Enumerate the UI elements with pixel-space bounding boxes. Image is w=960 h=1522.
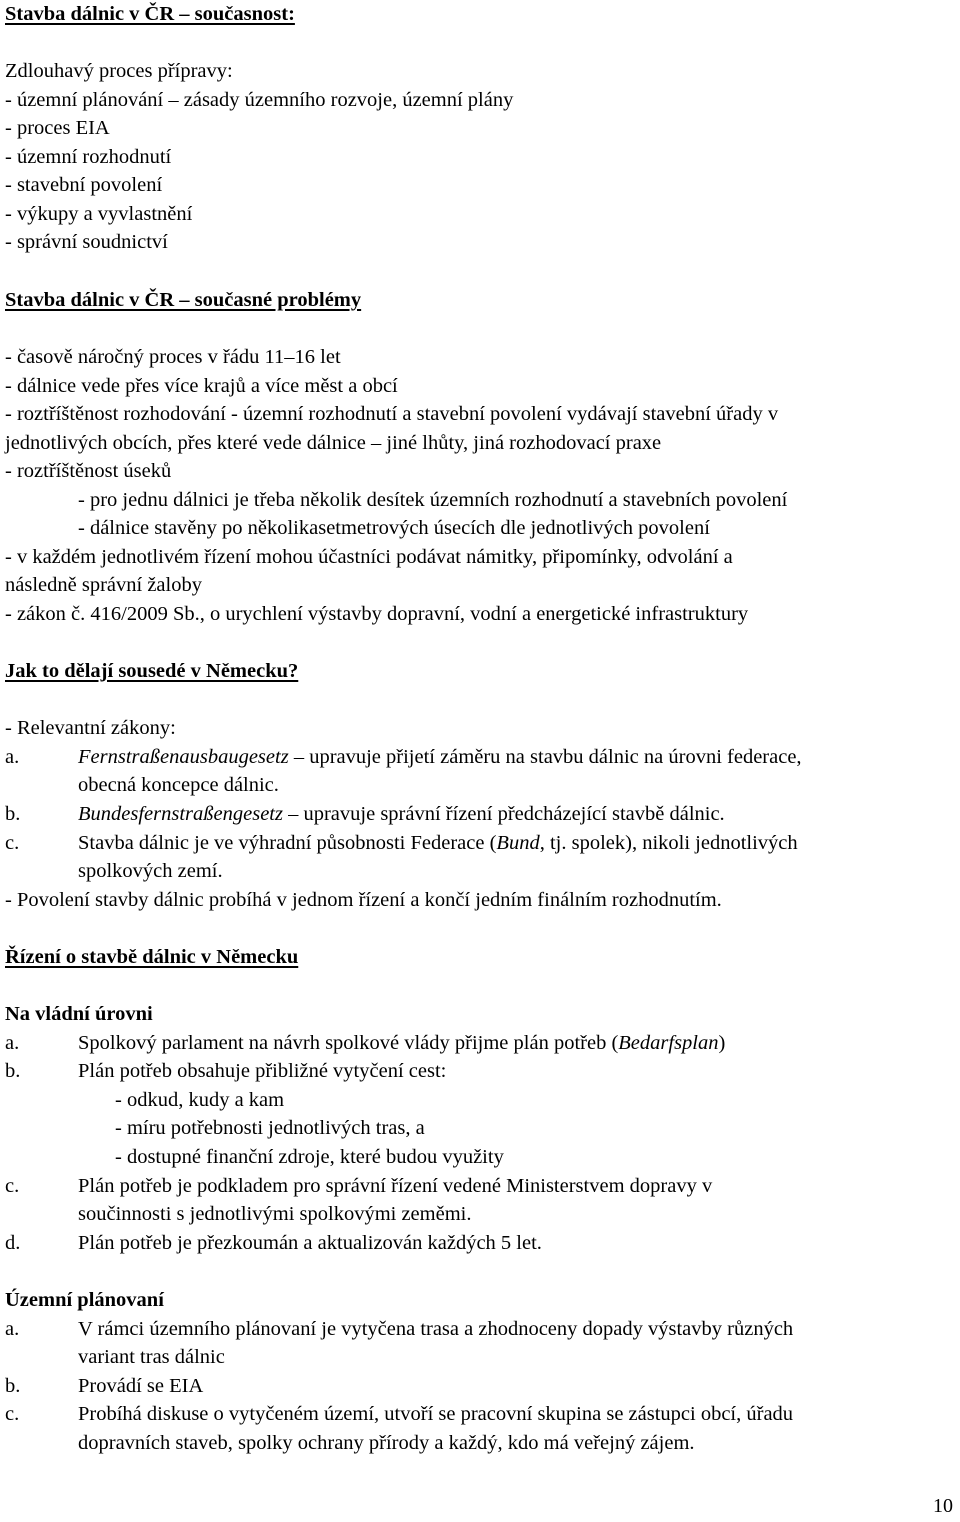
list-marker: b.	[5, 1060, 21, 1082]
list-item: - územní plánování – zásady územního rozvoje, územní plány	[5, 89, 514, 111]
list-marker: c.	[5, 1403, 20, 1425]
law-number: - zákon č. 416/2009 Sb.	[5, 603, 200, 625]
item-text: Spolkový parlament na návrh spolkové vlády přijme plán potřeb (	[78, 1032, 619, 1054]
list-item: - územní rozhodnutí	[5, 146, 172, 168]
heading-current-state: Stavba dálnic v ČR – současnost:	[5, 3, 295, 25]
list-marker: c.	[5, 832, 20, 854]
law-reference	[5, 600, 748, 628]
law-title: , o urychlení výstavby dopravní, vodní a energetické infrastruktury	[199, 603, 749, 625]
item-text: Plán potřeb obsahuje přibližné vytyčení cest:	[78, 1060, 447, 1082]
subheading-spatial-planning: Územní plánovaní	[5, 1289, 164, 1311]
heading-procedure: Řízení o stavbě dálnic v Německu	[5, 946, 299, 968]
item-text: Plán potřeb je podkladem pro správní řízení vedené Ministerstvem dopravy v	[78, 1175, 713, 1197]
problem-line: - časově náročný proces v řádu 11–16 let	[5, 346, 341, 368]
sub-item: - dostupné finanční zdroje, které budou využity	[115, 1146, 504, 1168]
heading-germany: Jak to dělají sousedé v Německu?	[5, 660, 299, 682]
item-text: Stavba dálnic je ve výhradní působnosti Federace (	[78, 832, 497, 854]
problem-line: - roztříštěnost úseků	[5, 460, 172, 482]
laws-intro: - Relevantní zákony:	[5, 717, 176, 739]
list-item: - stavební povolení	[5, 174, 163, 196]
item-text: , tj. spolek), nikoli jednotlivých	[539, 832, 798, 854]
list-item: - výkupy a vyvlastnění	[5, 203, 193, 225]
plan-item-a-continued: variant tras dálnic	[78, 1346, 225, 1368]
list-item: - proces EIA	[5, 117, 110, 139]
item-text: Provádí se EIA	[78, 1375, 204, 1397]
plan-item-c-continued: dopravních staveb, spolky ochrany přírody a každý, kdo má veřejný zájem.	[78, 1432, 695, 1454]
list-item: - správní soudnictví	[5, 231, 168, 253]
heading-current-problems: Stavba dálnic v ČR – současné problémy	[5, 289, 362, 311]
law-item-c-continued: spolkových zemí.	[78, 860, 223, 882]
item-text: V rámci územního plánovaní je vytyčena trasa a zhodnoceny dopady výstavby různých	[78, 1318, 794, 1340]
list-marker: c.	[5, 1175, 20, 1197]
law-description: – upravuje přijetí záměru na stavbu dálnic na úrovni federace,	[288, 746, 802, 768]
sub-item: - míru potřebnosti jednotlivých tras, a	[115, 1117, 425, 1139]
item-italic: Bund	[496, 832, 540, 854]
item-italic: Bedarfsplan	[618, 1032, 719, 1054]
sub-item: - odkud, kudy a kam	[115, 1089, 285, 1111]
list-marker: d.	[5, 1232, 21, 1254]
law-name: Fernstraßenausbaugesetz	[78, 746, 289, 768]
law-description: – upravuje správní řízení předcházející stavbě dálnic.	[282, 803, 725, 825]
problem-subline: - dálnice stavěny po několikasetmetrových úsecích dle jednotlivých povolení	[78, 517, 710, 539]
gov-item-c-continued: součinnosti s jednotlivými spolkovými zeměmi.	[78, 1203, 472, 1225]
subheading-government-level: Na vládní úrovni	[5, 1003, 153, 1025]
list-marker: a.	[5, 1318, 20, 1340]
problem-line: - v každém jednotlivém řízení mohou účastníci podávat námitky, připomínky, odvolání a	[5, 546, 733, 568]
list-marker: a.	[5, 746, 20, 768]
law-item-a-continued: obecná koncepce dálnic.	[78, 774, 279, 796]
item-text: )	[718, 1032, 726, 1054]
problem-line: - roztříštěnost rozhodování - územní rozhodnutí a stavební povolení vydávají stavební úřady v	[5, 403, 779, 425]
permit-summary: - Povolení stavby dálnic probíhá v jednom řízení a končí jedním finálním rozhodnutím.	[5, 889, 722, 911]
page-number: 10	[933, 1495, 953, 1517]
intro-preparation: Zdlouhavý proces přípravy:	[5, 60, 233, 82]
list-marker: b.	[5, 803, 21, 825]
list-marker: b.	[5, 1375, 21, 1397]
item-text: Plán potřeb je přezkoumán a aktualizován každých 5 let.	[78, 1232, 542, 1254]
problem-line: - dálnice vede přes více krajů a více měst a obcí	[5, 375, 398, 397]
law-name: Bundesfernstraßengesetz	[78, 803, 283, 825]
list-marker: a.	[5, 1032, 20, 1054]
problem-subline: - pro jednu dálnici je třeba několik desítek územních rozhodnutí a stavebních povolení	[78, 489, 788, 511]
item-text: Probíhá diskuse o vytyčeném území, utvoří se pracovní skupina se zástupci obcí, úřadu	[78, 1403, 794, 1425]
problem-line: jednotlivých obcích, přes které vede dálnice – jiné lhůty, jiná rozhodovací praxe	[5, 432, 662, 454]
problem-line: následně správní žaloby	[5, 574, 202, 596]
